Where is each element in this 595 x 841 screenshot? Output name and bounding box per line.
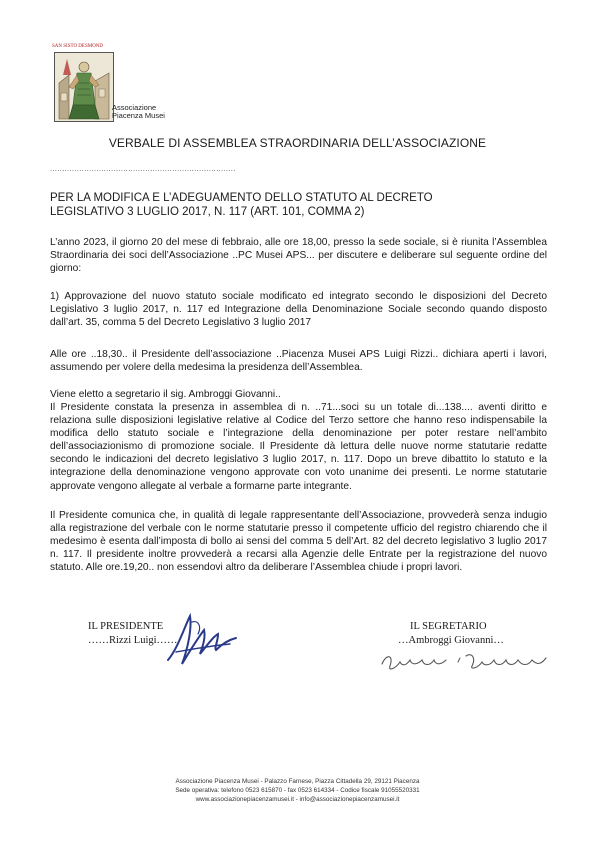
paragraph-secretary-elected: Viene eletto a segretario il sig. Ambroggi Giovanni.. [50,389,281,400]
association-logo [52,44,180,124]
footer-address: Associazione Piacenza Musei - Palazzo Farnese, Piazza Cittadella 29, 29121 Piacenza [175,778,420,785]
logo-name-line2: Piacenza Musei [112,111,165,120]
document-title: VERBALE DI ASSEMBLEA STRAORDINARIA DELL’ASSOCIAZIONE [108,136,487,150]
logo-top-text: SAN SISTO DESMOND [52,44,104,49]
subject-line1: PER LA MODIFICA E L’ADEGUAMENTO DELLO STATUTO AL DECRETO [50,192,433,204]
document-subject [50,191,550,219]
president-name: ……Rizzi Luigi…… [88,635,178,646]
paragraph-registration-and-closing: Il Presidente comunica che, in qualità di legale rappresentante dell’Associazione, provvederà senza indugio alla registrazione del verbale con le norme statutarie presso il competente ufficio del registro chiarendo che il medesimo è esenta dall’imposta di bollo ai sensi del comma 5 dell’Art. 82 del decreto legislativo 3 luglio 2017 n. 117. Il presidente inoltre provvederà a recarsi alla Agenzie delle Entrate per la registrazione del nuovo statuto. Alle ore.19,20.. non essendovi altro da deliberare l’Assemblea chiude i propri lavori. [50,510,547,574]
paragraph-agenda-item: 1) Approvazione del nuovo statuto sociale modificato ed integrato secondo le disposizioni del Decreto Legislativo 3 luglio 2017, n. 117 ed Integrazione della Denominazione Sociale secondo quando disposto dall’art. 35, comma 5 del Decreto Legislativo 3 luglio 2017 [50,291,547,329]
paragraph-opening: L’anno 2023, il giorno 20 del mese di febbraio, alle ore 18,00, presso la sede sociale, si è riunita l’Assemblea Straordinaria dei soci dell’Associazione ..PC Musei APS... per discutere e deliberare sul seguente ordine del giorno: [50,237,547,275]
secretary-title: IL SEGRETARIO [410,621,487,632]
secretary-name: …Ambroggi Giovanni… [398,635,504,646]
logo-association-name [112,104,165,120]
footer-web: www.associazionepiacenzamusei.it - info@associazionepiacenzamusei.it [195,796,400,803]
president-signature [158,608,248,670]
secretary-signature [376,648,556,676]
president-title: IL PRESIDENTE [88,621,164,632]
paragraph-attendance-and-approval: Il Presidente constata la presenza in assemblea di n. ..71...soci su un totale di...138.... aventi diritto e relaziona sulle disposizioni legislative relative al Codice del Terzo settore che hanno reso indispensabile la modifica dello statuto sociale e l’integrazione della denominazione per poter restare nell’ambito dell’associazionismo di promozione sociale. Il Presidente dà lettura delle nuove norme statutarie redatte secondo le indicazioni del decreto legislativo 3 luglio 2017, n. 117. Dopo un breve dibattito lo statuto e la integrazione della denominazione vengono approvate con voto unanime dei presenti. Le norme statutarie approvate vengono allegate al verbale a formarne parte integrante. [50,402,547,492]
logo-artwork [54,52,114,122]
subject-line2: LEGISLATIVO 3 LUGLIO 2017, N. 117 (ART. 101, COMMA 2) [50,206,365,218]
dotted-line: ............................................................................ [50,166,236,173]
logo-name-line1: Associazione [112,103,157,112]
paragraph-meeting-opened: Alle ore ..18,30.. il Presidente dell’associazione ..Piacenza Musei APS Luigi Rizzi.. dichiara aperti i lavori, assumendo per volere della medesima la presidenza dell’Assemblea. [50,349,547,374]
footer-contacts: Sede operativa: telefono 0523 615870 - fax 0523 614334 - Codice fiscale 91055520331 [175,787,420,794]
